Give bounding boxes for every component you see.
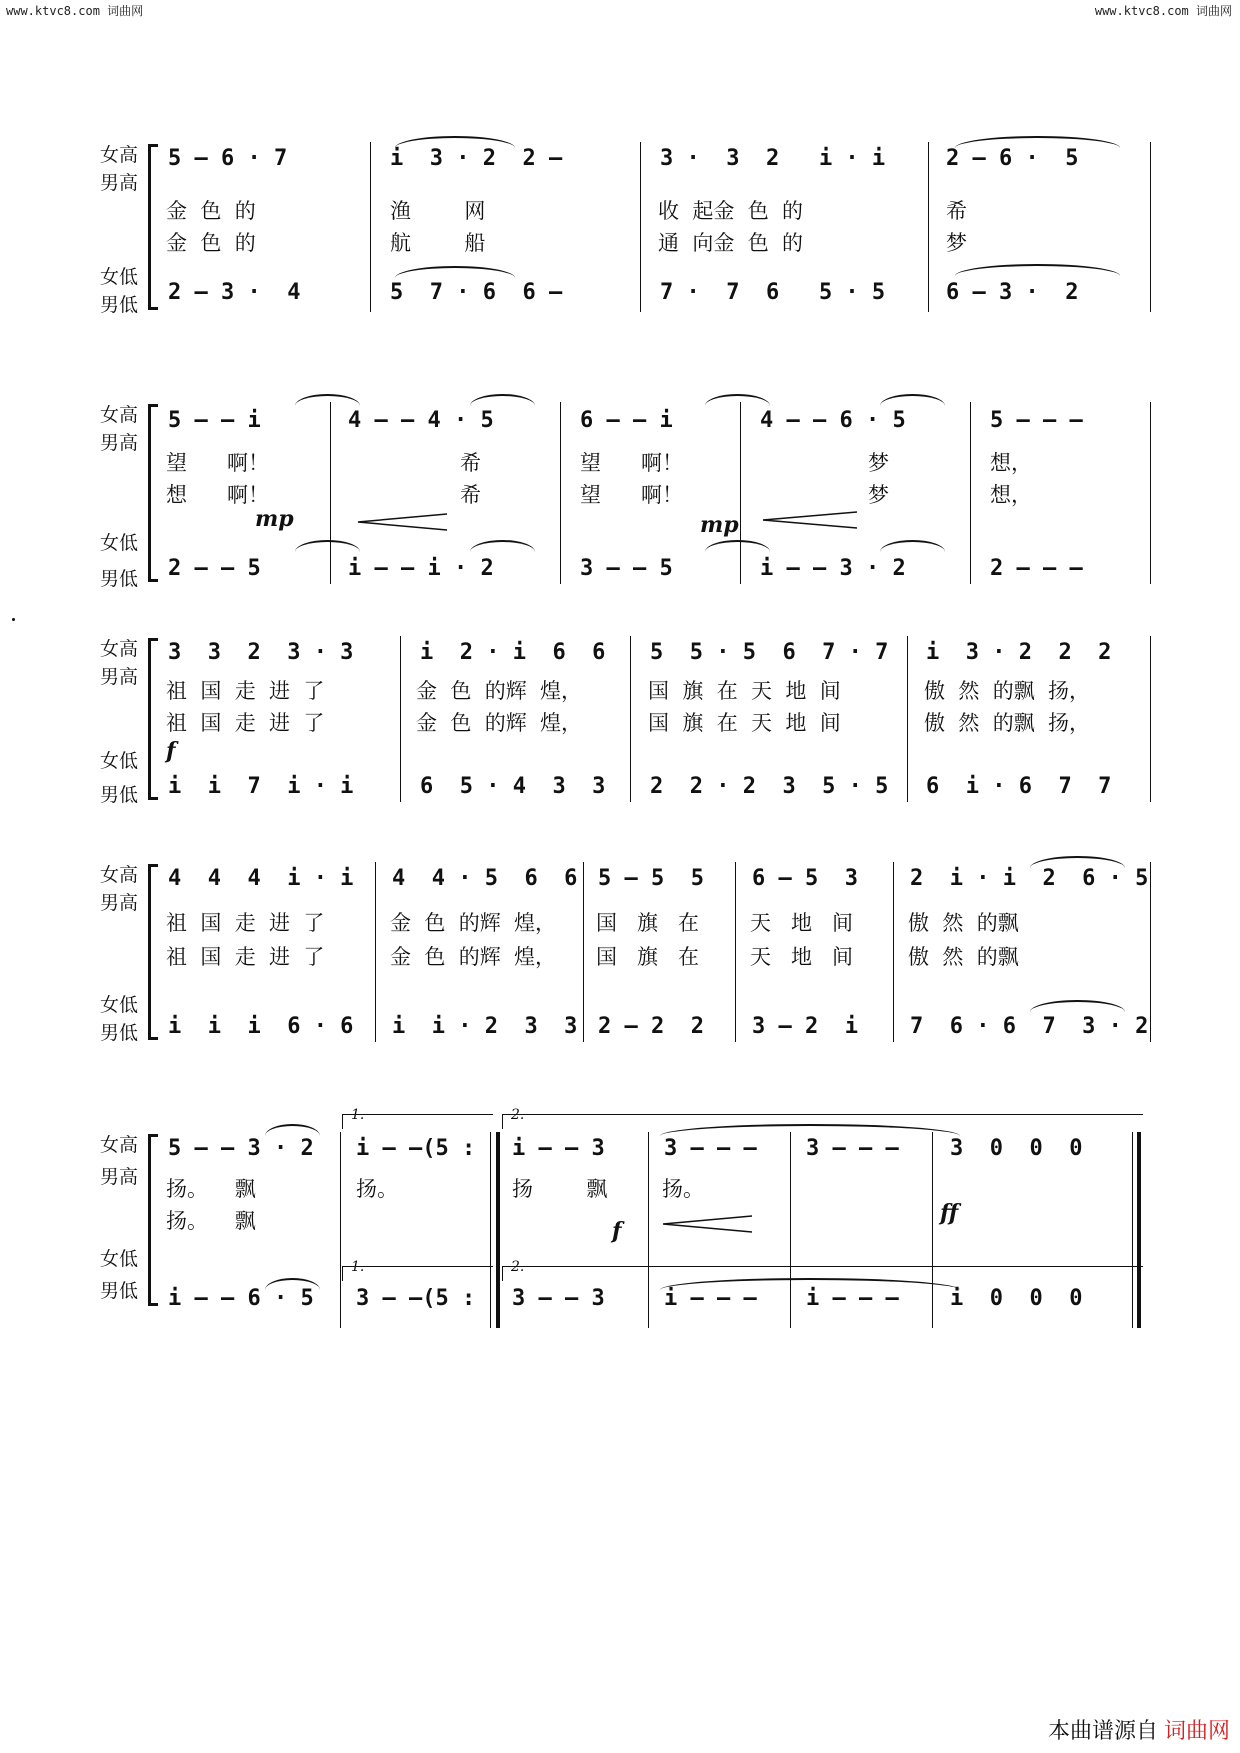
measure-notes: 5 – – 3 · 2 [168,1136,314,1161]
lyric-line-1 [0,676,1240,706]
lyric-text: 扬。 [356,1177,398,1201]
measure-notes: i – –(5 : [356,1136,476,1161]
lyric-text: 扬。 [662,1177,704,1201]
volta-label: 2. [511,1259,525,1275]
lyric-text: 扬。 飘 [166,1177,256,1201]
tie-slur [470,540,535,552]
upper-notes [0,1132,1240,1166]
voice-label-tenor: 男高 [100,432,139,454]
lyric-text: 航 船 [390,231,486,255]
lyric-line-2 [0,480,1240,510]
dynamic-mp: mp [700,512,739,538]
measure-notes: 3 – – 5 [580,556,673,581]
crescendo-hairpin [660,1214,755,1234]
measure-notes: 2 2 · 2 3 5 · 5 [650,774,889,799]
lyric-text: 祖 国 走 进 了 [166,945,325,969]
voice-label-soprano: 女高 [100,864,139,886]
measure-notes: i – – i · 2 [348,556,494,581]
lyric-text: 扬 飘 [512,1177,608,1201]
tie-slur [880,540,945,552]
volta-label: 1. [351,1107,365,1123]
measure-notes: i i 7 i · i [168,774,354,799]
watermark-right: www.ktvc8.com 词曲网 [1094,4,1232,18]
lyric-line-2 [0,228,1240,258]
lyric-text: 傲 然 的飘 扬， [924,679,1091,703]
lyric-text: 金 色 的辉 煌， [416,711,583,735]
voice-label-alto: 女低 [100,532,139,554]
measure-notes: i 0 0 0 [950,1286,1083,1311]
lyric-text: 望 啊！ [580,483,684,507]
measure-notes: 4 – – 4 · 5 [348,408,494,433]
lyric-text: 天 地 间 [750,911,854,935]
measure-notes: 2 – 3 · 4 [168,280,301,305]
voice-label-bass: 男低 [100,568,139,590]
watermark-left: www.ktvc8.com 词曲网 [6,4,144,18]
measure-notes: 3 · 3 2 i · i [660,146,886,171]
measure-notes: 5 – – – [990,408,1083,433]
measure-notes: 2 – – – [990,556,1083,581]
measure-notes: 2 – 2 2 [598,1014,704,1039]
measure-notes: 7 6 · 6 7 3 · 2 [910,1014,1149,1039]
tie-slur [705,540,770,552]
measure-notes: 6 – 5 3 [752,866,858,891]
voice-label-alto: 女低 [100,750,139,772]
lyric-text: 望 啊！ [166,451,270,475]
lyric-text: 国 旗 在 天 地 间 [648,711,841,735]
footer-credit [1048,1714,1230,1745]
measure-notes: 5 5 · 5 6 7 · 7 [650,640,889,665]
tie-slur [955,264,1120,276]
volta-label: 1. [351,1259,365,1275]
voice-label-soprano: 女高 [100,144,139,166]
upper-notes [0,862,1240,896]
measure-notes: 2 i · i 2 6 · 5 [910,866,1149,891]
lyric-line-1 [0,908,1240,938]
lyric-text: 收 起金 色 的 [658,199,804,223]
tie-slur [295,540,360,552]
measure-notes: 5 7 · 6 6 – [390,280,563,305]
lyric-text: 傲 然 的飘 扬， [924,711,1091,735]
stray-dot [12,618,15,621]
lyric-line-1 [0,1174,1240,1204]
measure-notes: 2 – – 5 [168,556,261,581]
voice-label-alto: 女低 [100,994,139,1016]
voice-label-alto: 女低 [100,1248,139,1270]
voice-label-bass: 男低 [100,784,139,806]
lyric-text: 扬。 飘 [166,1209,256,1233]
lyric-text: 希 [946,199,967,223]
score-system-4 [0,860,1240,1044]
dynamic-mp: mp [255,506,294,532]
footer-source-text: 本曲谱源自 [1047,1719,1158,1744]
lyric-text: 傲 然 的飘 [908,945,1019,969]
lyric-text: 金 色 的辉 煌， [416,679,583,703]
lower-notes [0,552,1240,586]
measure-notes: 3 – 2 i [752,1014,858,1039]
dynamic-f: f [612,1218,622,1244]
voice-label-tenor: 男高 [100,892,139,914]
score-system-5 [0,1107,1240,1330]
lyric-text: 金 色 的辉 煌， [390,945,557,969]
volta-label: 2. [511,1107,525,1123]
score-system-2 [0,400,1240,590]
measure-notes: 5 – 6 · 7 [168,146,288,171]
lyric-text: 金 色 的 [166,231,256,255]
voice-label-soprano: 女高 [100,638,139,660]
lyric-text: 金 色 的辉 煌， [390,911,557,935]
score-system-3 [0,634,1240,804]
lyric-text: 梦 [946,231,967,255]
lyric-text: 国 旗 在 [596,945,700,969]
lyric-text: 想， [990,451,1032,475]
voice-label-soprano: 女高 [100,404,139,426]
voice-label-tenor: 男高 [100,172,139,194]
measure-notes: i – – 3 · 2 [760,556,906,581]
upper-notes [0,142,1240,176]
lyric-text: 希 [460,451,481,475]
measure-notes: 6 – – i [580,408,673,433]
voice-label-soprano: 女高 [100,1134,139,1156]
dynamic-ff: ff [940,1200,959,1226]
lyric-text: 望 啊！ [580,451,684,475]
lyric-text: 傲 然 的飘 [908,911,1019,935]
crescendo-hairpin [355,512,450,532]
lyric-text: 通 向金 色 的 [658,231,804,255]
lyric-text: 天 地 间 [750,945,854,969]
measure-notes: i – – – [664,1286,757,1311]
lyric-text: 想 啊！ [166,483,270,507]
measure-notes: i i · 2 3 3 [392,1014,578,1039]
measure-notes: i – – 6 · 5 [168,1286,314,1311]
lyric-text: 祖 国 走 进 了 [166,679,325,703]
lower-notes [0,770,1240,804]
measure-notes: 3 3 2 3 · 3 [168,640,354,665]
measure-notes: 3 – – 3 [512,1286,605,1311]
voice-label-alto: 女低 [100,266,139,288]
lyric-text: 金 色 的 [166,199,256,223]
measure-notes: 4 – – 6 · 5 [760,408,906,433]
measure-notes: i 2 · i 6 6 [420,640,606,665]
measure-notes: i i i 6 · 6 [168,1014,354,1039]
volta-first-ending-lower [342,1259,493,1281]
measure-notes: 6 – 3 · 2 [946,280,1079,305]
measure-notes: 3 – – – [806,1136,899,1161]
measure-notes: 6 5 · 4 3 3 [420,774,606,799]
measure-notes: i 3 · 2 2 2 [926,640,1112,665]
voice-label-tenor: 男高 [100,1166,139,1188]
lyric-line-1 [0,196,1240,226]
voice-label-tenor: 男高 [100,666,139,688]
volta-first-ending-upper [342,1107,493,1129]
lyric-text: 祖 国 走 进 了 [166,911,325,935]
voice-label-bass: 男低 [100,294,139,316]
lower-notes [0,276,1240,310]
lyric-text: 国 旗 在 [596,911,700,935]
lyric-line-2 [0,708,1240,738]
lyric-line-1 [0,448,1240,478]
measure-notes: 6 i · 6 7 7 [926,774,1112,799]
lyric-text: 渔 网 [390,199,486,223]
score-system-1 [0,140,1240,316]
measure-notes: i 3 · 2 2 – [390,146,563,171]
measure-notes: 7 · 7 6 5 · 5 [660,280,886,305]
measure-notes: 5 – 5 5 [598,866,704,891]
upper-notes [0,636,1240,670]
measure-notes: 3 – –(5 : [356,1286,476,1311]
lower-notes [0,1282,1240,1316]
crescendo-hairpin [760,510,860,530]
measure-notes: 2 – 6 · 5 [946,146,1079,171]
lyric-text: 想， [990,483,1032,507]
footer-brand-link[interactable]: 词曲网 [1163,1719,1230,1744]
measure-notes: i – – 3 [512,1136,605,1161]
voice-label-bass: 男低 [100,1022,139,1044]
measure-notes: i – – – [806,1286,899,1311]
lyric-text: 梦 [868,483,889,507]
voice-label-bass: 男低 [100,1280,139,1302]
measure-notes: 4 4 · 5 6 6 [392,866,578,891]
measure-notes: 4 4 4 i · i [168,866,354,891]
measure-notes: 3 0 0 0 [950,1136,1083,1161]
lyric-text: 国 旗 在 天 地 间 [648,679,841,703]
lower-notes [0,1010,1240,1044]
lyric-text: 梦 [868,451,889,475]
measure-notes: 5 – – i [168,408,261,433]
lyric-line-2 [0,942,1240,972]
dynamic-f: f [166,738,176,764]
upper-notes [0,404,1240,438]
lyric-text: 希 [460,483,481,507]
measure-notes: 3 – – – [664,1136,757,1161]
lyric-text: 祖 国 走 进 了 [166,711,325,735]
